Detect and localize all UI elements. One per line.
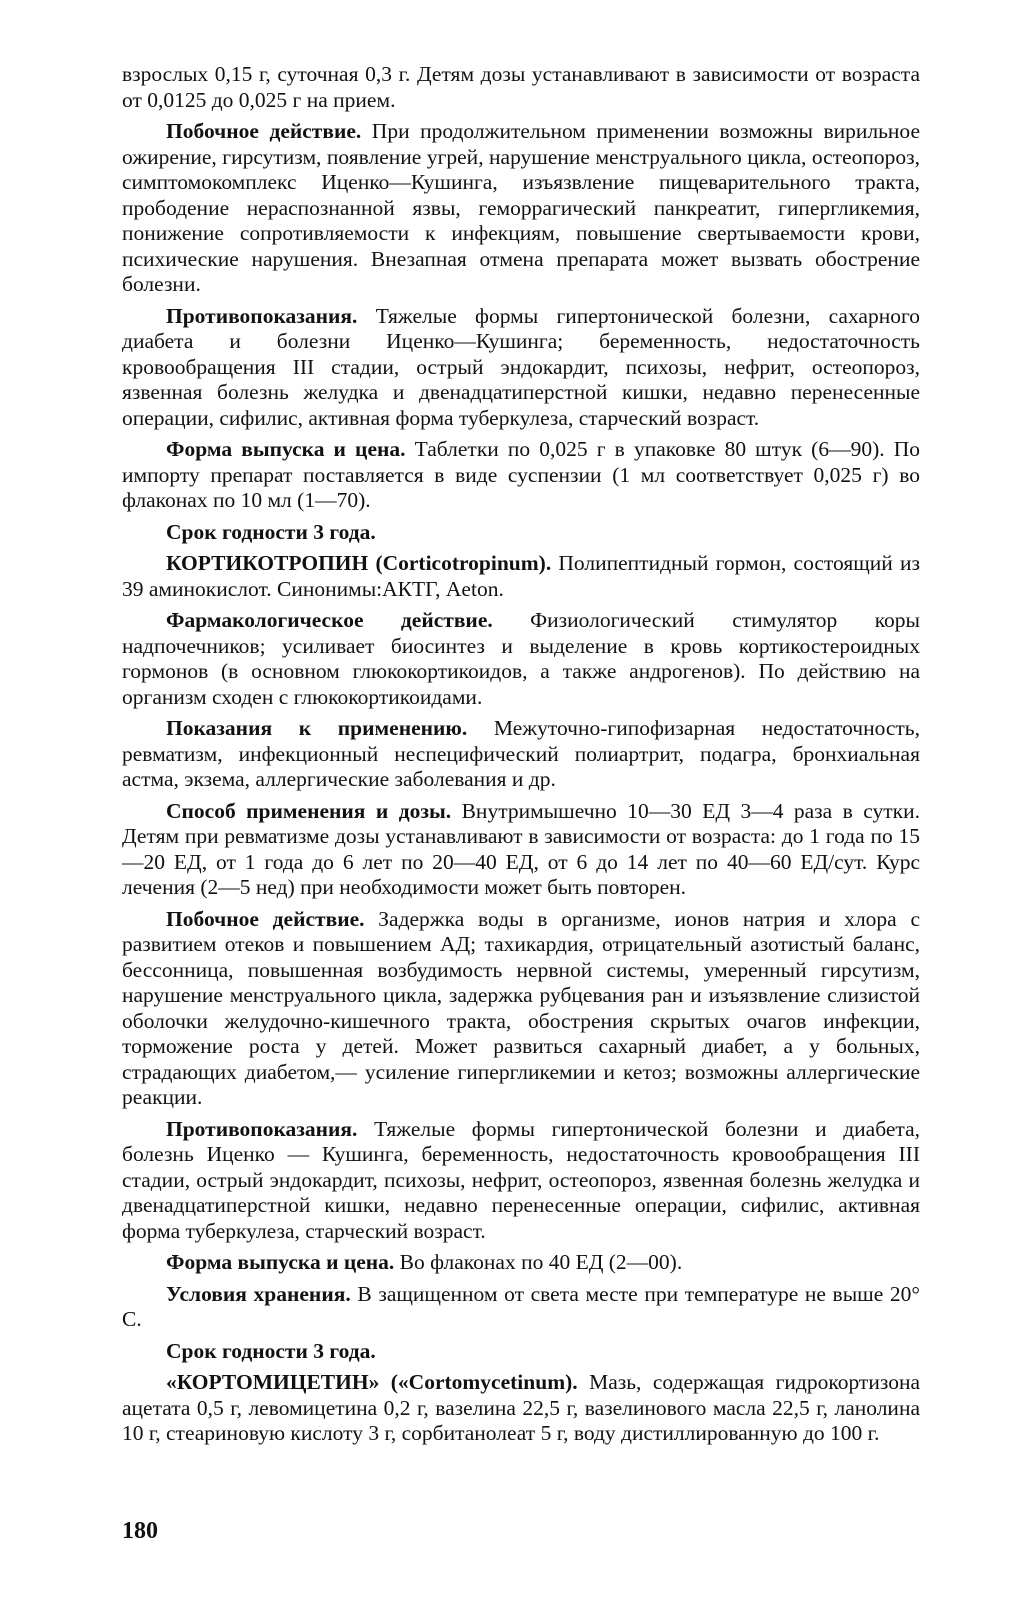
paragraph-shelf-life-1	[122, 520, 920, 546]
paragraph-dosage: Способ применения и дозы. Внутримышечно 10—30 ЕД 3—4 раза в сутки. Детям при ревматизме дозы устанавливают в зависимости от возраста: до 1 года по 15—20 ЕД, от 1 года до 6 лет по 20—40 ЕД, от 6 до 14 лет по 40—60 ЕД/сут. Курс лечения (2—5 нед) при необходимости может быть повторен.	[122, 798, 921, 899]
paragraph-contraindications-2: Противопоказания. Тяжелые формы гипертонической болезни и диабета, болезнь Иценко — Кушинга, беременность, недостаточность кровообращения III стадии, острый эндокардит, психозы, нефрит, остеопороз, язвенная болезнь желудка и двенадцатиперстной кишки, недавно перенесенные операции, сифилис, активная форма туберкулеза, старческий возраст.	[122, 1116, 920, 1243]
drug-title: «КОРТОМИЦЕТИН» («Cortomycetinum).	[166, 1370, 578, 1394]
paragraph-dose-continuation: взрослых 0,15 г, суточная 0,3 г. Детям дозы устанавливают в зависимости от возраста от 0,0125 до 0,025 г на прием.	[122, 62, 920, 112]
paragraph-form-price-2: Форма выпуска и цена. Во флаконах по 40 ЕД (2—00).	[166, 1250, 683, 1274]
section-heading: Фармакологическое действие.	[166, 608, 493, 632]
paragraph-shelf-life-2	[122, 1339, 920, 1365]
section-heading: Противопоказания.	[166, 1116, 358, 1141]
section-heading: Побочное действие.	[166, 906, 365, 931]
paragraph-side-effects-2: Побочное действие. Задержка воды в организме, ионов натрия и хлора с развитием отеков и повышением АД; тахикардия, отрицательный азотистый баланс, бессонница, повышенная возбудимость нервной системы, умеренный гирсутизм, нарушение менструального цикла, задержка рубцевания ран и изъязвление слизистой оболочки желудочно-кишечного тракта, обострения скрытых очагов инфекции, торможение роста у детей. Может развиться сахарный диабет, а у больных, страдающих диабетом,— усиление гипергликемии и кетоз; возможны аллергические реакции.	[122, 906, 921, 1109]
paragraph-side-effects-1: Побочное действие. При продолжительном применении возможны вирильное ожирение, гирсутизм, появление угрей, нарушение менструального цикла, остеопороз, симптомокомплекс Иценко—Кушинга, изъязвление пищеварительного тракта, прободение нераспознанной язвы, геморрагический панкреатит, гипергликемия, понижение сопротивляемости к инфекциям, повышение свертываемости крови, психические нарушения. Внезапная отмена препарата может вызвать обострение болезни.	[122, 119, 920, 296]
paragraph-pharmacology: Фармакологическое действие. Физиологический стимулятор коры надпочечников; усиливает биосинтез и выделение в кровь кортикостероидных гормонов (в основном глюкокортикоидов, а также андрогенов). По действию на организм сходен с глюкокортикоидами.	[122, 608, 920, 709]
section-heading: Срок годности 3 года.	[166, 519, 376, 544]
drug-title: КОРТИКОТРОПИН (Corticotropinum).	[166, 551, 552, 575]
section-heading: Побочное действие.	[166, 119, 362, 143]
paragraph-contraindications-1: Противопоказания. Тяжелые формы гипертонической болезни, сахарного диабета и болезни Иценко—Кушинга; беременность, недостаточность кровообращения III стадии, острый эндокардит, психозы, нефрит, остеопороз, язвенная болезнь желудка и двенадцатиперстной кишки, недавно перенесенные операции, сифилис, активная форма туберкулеза, старческий возраст.	[122, 303, 920, 430]
section-heading: Срок годности 3 года.	[166, 1338, 376, 1363]
paragraph-storage: Условия хранения. В защищенном от света месте при температуре не выше 20° С.	[122, 1281, 920, 1331]
section-heading: Форма выпуска и цена.	[166, 1250, 395, 1274]
paragraph-indications: Показания к применению. Межуточно-гипофизарная недостаточность, ревматизм, инфекционный неспецифический полиартрит, подагра, бронхиальная астма, экзема, аллергические заболевания и др.	[122, 716, 920, 791]
section-heading: Условия хранения.	[166, 1281, 351, 1306]
section-heading: Форма выпуска и цена.	[166, 437, 406, 461]
section-heading: Способ применения и дозы.	[166, 798, 452, 823]
entry-corticotropin: КОРТИКОТРОПИН (Corticotropinum). Полипептидный гормон, состоящий из 39 аминокислот. Синонимы:АКТГ, Aeton.	[122, 551, 920, 601]
section-heading: Противопоказания.	[166, 303, 358, 328]
page-number: 180	[122, 1518, 158, 1544]
entry-cortomycetin: «КОРТОМИЦЕТИН» («Cortomycetinum). Мазь, содержащая гидрокортизона ацетата 0,5 г, левомицетина 0,2 г, вазелина 22,5 г, вазелинового масла 22,5 г, ланолина 10 г, стеариновую кислоту 3 г, сорбитанолеат 5 г, воду дистиллированную до 100 г.	[122, 1370, 920, 1445]
section-heading: Показания к применению.	[166, 716, 468, 740]
paragraph-form-price-1: Форма выпуска и цена. Таблетки по 0,025 г в упаковке 80 штук (6—90). По импорту препарат поставляется в виде суспензии (1 мл соответствует 0,025 г) во флаконах по 10 мл (1—70).	[122, 437, 920, 512]
